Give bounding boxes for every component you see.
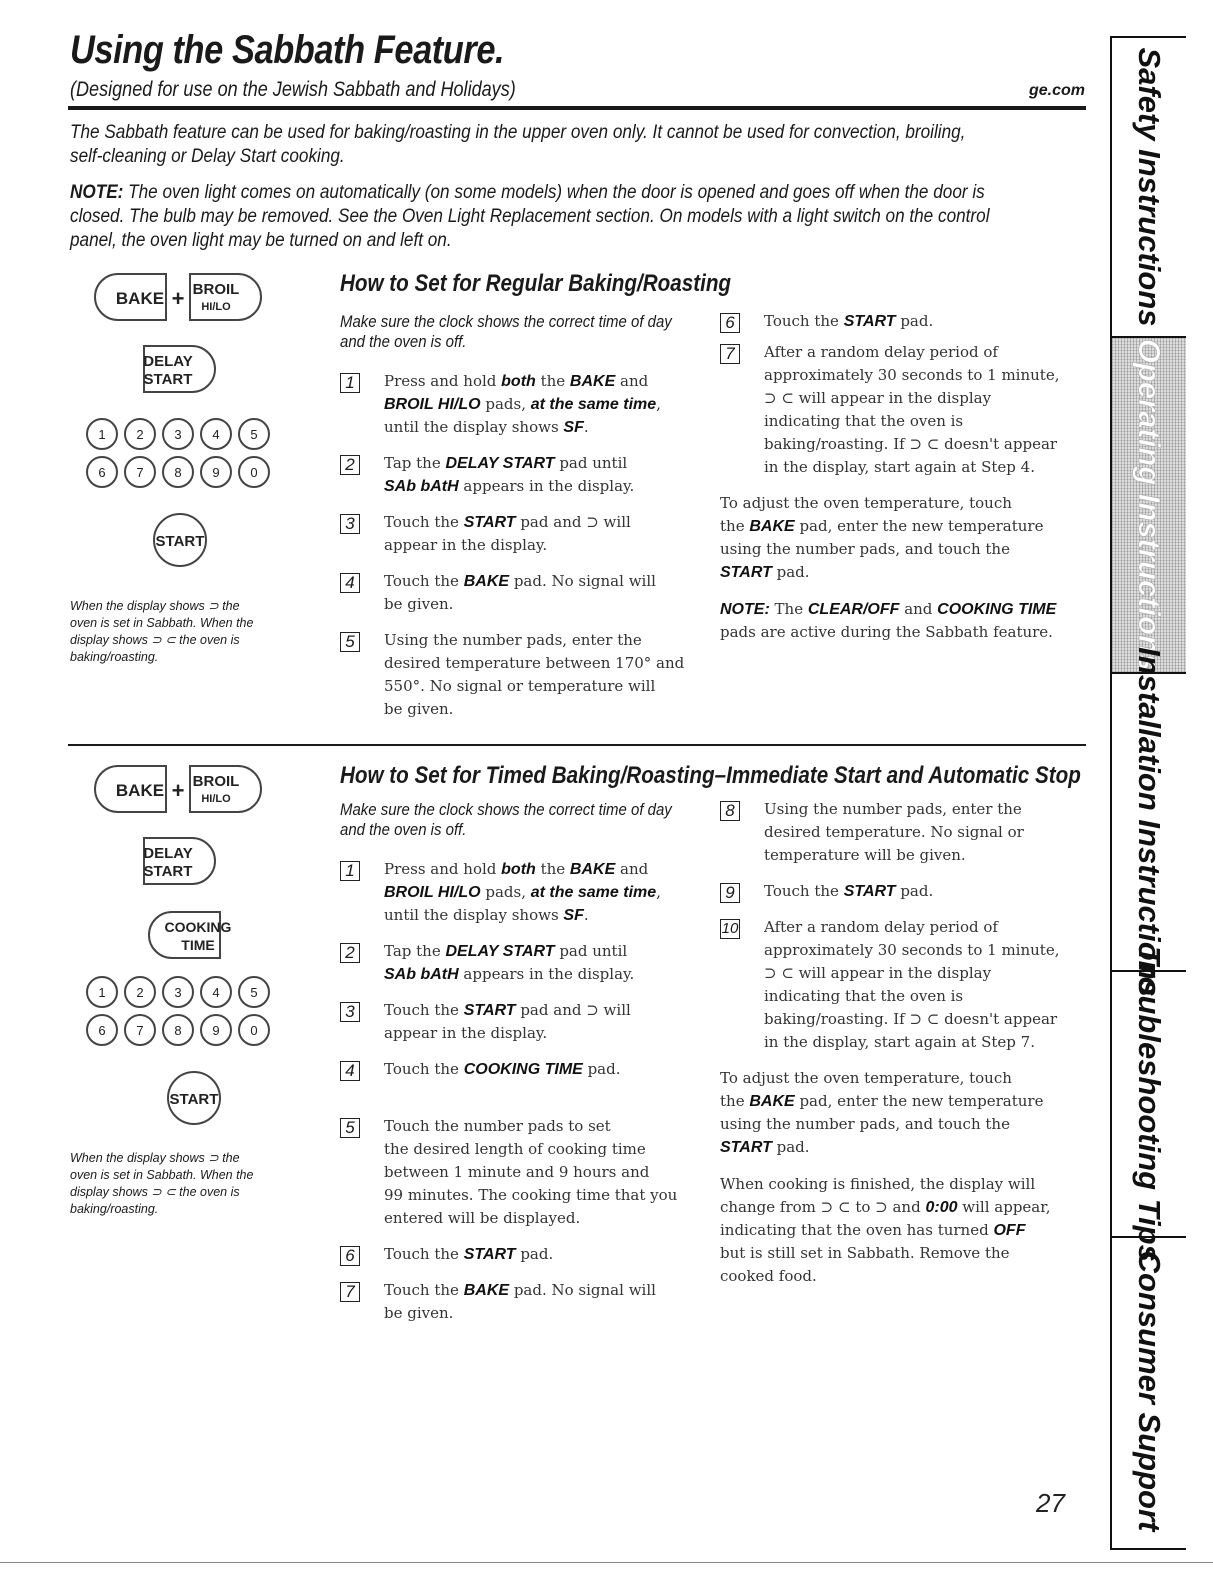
svg-text:3: 3 (174, 985, 182, 1000)
svg-text:1: 1 (98, 427, 106, 442)
adjust-temperature-paragraph: To adjust the oven temperature, touch the BAKE pad, enter the new temperature using the number pads, and touch the START pad. (720, 494, 1044, 581)
broil-pad: BROIL (192, 281, 240, 298)
page-subtitle: (Designed for use on the Jewish Sabbath and Holidays) (70, 78, 516, 101)
bottom-rule (0, 1562, 1213, 1563)
svg-text:9: 9 (212, 465, 220, 480)
tab-installation-instructions[interactable]: Installation Instructions (1112, 674, 1186, 972)
step-2: 2 Tap the DELAY START pad until SAb bAtH appears in the display. (340, 452, 710, 498)
delay-start-label: START (143, 863, 193, 880)
svg-text:4: 4 (212, 427, 220, 442)
svg-text:8: 8 (174, 465, 182, 480)
svg-text:7: 7 (136, 1023, 144, 1038)
svg-text:0: 0 (250, 1023, 258, 1038)
step-8: 8 Using the number pads, enter the desired temperature. No signal or temperature will be given. (720, 798, 1090, 867)
svg-text:5: 5 (250, 985, 258, 1000)
cooking-time-label: TIME (181, 937, 215, 953)
step-10: 10 After a random delay period of approximately 30 seconds to 1 minute, ⊃ ⊂ will appear in the display indicating that the oven is baking/roasting. If ⊃ ⊂ doesn't appear in the display, start again at Step 7. (721, 918, 1060, 1051)
hilo-label: HI/LO (201, 793, 231, 805)
control-pad-illustration-regular (62, 268, 308, 588)
step-1: 1 Press and hold both the BAKE and BROIL HI/LO pads, at the same time, until the display shows SF. (340, 858, 710, 927)
step-7: 7 Touch the BAKE pad. No signal will be given. (340, 1279, 710, 1325)
step-5: 5 Using the number pads, enter the desired temperature between 170° and 550°. No signal or temperature will be given. (340, 629, 710, 721)
step-7: 7 After a random delay period of approximately 30 seconds to 1 minute, ⊃ ⊂ will appear in the display indicating that the oven is baking/roasting. If ⊃ ⊂ doesn't appear in the display, start again at Step 4. (720, 341, 1090, 479)
start-pad: START (155, 533, 205, 550)
tab-safety-instructions[interactable]: Safety Instructions (1112, 38, 1186, 338)
page-title: Using the Sabbath Feature. (70, 28, 505, 72)
step-2: 2 Tap the DELAY START pad until SAb bAtH appears in the display. (340, 940, 710, 986)
intro-note: NOTE: The oven light comes on automatically (on some models) when the door is opened and goes off when the door is closed. The bulb may be removed. See the Oven Light Replacement section. On models with a light switch on the control panel, the oven light may be turned on and left on. (70, 181, 990, 251)
control-pad-illustration-timed (62, 760, 308, 1140)
section2-left-column (340, 800, 710, 1338)
section2-right-column (720, 798, 1090, 1302)
svg-text:8: 8 (174, 1023, 182, 1038)
section-divider (68, 744, 1086, 746)
tab-troubleshooting-tips[interactable]: Troubleshooting Tips (1112, 972, 1186, 1238)
cooking-finished-paragraph: When cooking is finished, the display will change from ⊃ ⊂ to ⊃ and 0:00 will appear, indicating that the oven has turned OFF but is still set in Sabbath. Remove the cooked food. (720, 1175, 1051, 1285)
svg-text:7: 7 (136, 465, 144, 480)
delay-start-label: START (143, 371, 193, 388)
tab-operating-instructions[interactable]: Operating Instructions (1112, 338, 1186, 674)
bake-pad: BAKE (115, 289, 165, 308)
tab-consumer-support[interactable]: Consumer Support (1132, 1250, 1167, 1532)
delay-pad: DELAY (143, 353, 193, 370)
broil-pad: BROIL (192, 773, 240, 790)
title-rule (68, 106, 1086, 110)
svg-text:1: 1 (98, 985, 106, 1000)
note-label: NOTE: (70, 181, 124, 203)
start-pad: START (169, 1091, 219, 1108)
page-number: 27 (1036, 1488, 1065, 1518)
section1-left-column (340, 312, 710, 734)
caption-regular: When the display shows ⊃ the oven is set in Sabbath. When the display shows ⊃ ⊂ the oven is baking/roasting. (70, 599, 254, 664)
hilo-label: HI/LO (201, 301, 231, 313)
section2-lead: Make sure the clock shows the correct time of day and the oven is off. (340, 800, 672, 839)
cooking-time-pad: COOKING (164, 919, 232, 935)
site-url: ge.com (1028, 82, 1085, 99)
svg-text:5: 5 (250, 427, 258, 442)
svg-text:0: 0 (250, 465, 258, 480)
svg-text:2: 2 (136, 427, 144, 442)
step-6: 6 Touch the START pad. (340, 1243, 710, 1266)
adjust-temperature-paragraph: To adjust the oven temperature, touch the BAKE pad, enter the new temperature using the number pads, and touch the START pad. (720, 1069, 1044, 1156)
section-heading-timed: How to Set for Timed Baking/Roasting–Immediate Start and Automatic Stop (340, 762, 1081, 789)
svg-text:2: 2 (136, 985, 144, 1000)
step-4: 4 Touch the COOKING TIME pad. (340, 1058, 710, 1081)
step-1: 1 Press and hold both the BAKE and BROIL HI/LO pads, at the same time, until the display shows SF. (340, 370, 710, 439)
delay-pad: DELAY (143, 845, 193, 862)
plus-sign: + (171, 778, 185, 803)
step-3: 3 Touch the START pad and ⊃ will appear in the display. (340, 511, 710, 557)
intro-paragraph: The Sabbath feature can be used for baking/roasting in the upper oven only. It cannot be used for convection, broiling, self-cleaning or Delay Start cooking. (70, 121, 966, 167)
step-4: 4 Touch the BAKE pad. No signal will be given. (340, 570, 710, 616)
plus-sign: + (171, 286, 185, 311)
note-paragraph: NOTE: The CLEAR/OFF and COOKING TIME pads are active during the Sabbath feature. (720, 600, 1057, 641)
caption-timed: When the display shows ⊃ the oven is set in Sabbath. When the display shows ⊃ ⊂ the oven is baking/roasting. (70, 1151, 254, 1216)
svg-text:4: 4 (212, 985, 220, 1000)
step-6: 6 Touch the START pad. (720, 310, 1090, 333)
svg-text:6: 6 (98, 1023, 106, 1038)
section1-right-column (720, 310, 1090, 658)
svg-text:3: 3 (174, 427, 182, 442)
section1-lead: Make sure the clock shows the correct time of day and the oven is off. (340, 312, 672, 351)
section-tabs (1110, 36, 1186, 1550)
svg-text:6: 6 (98, 465, 106, 480)
step-3: 3 Touch the START pad and ⊃ will appear in the display. (340, 999, 710, 1045)
svg-text:9: 9 (212, 1023, 220, 1038)
bake-pad: BAKE (115, 781, 165, 800)
step-5: 5 Touch the number pads to set the desired length of cooking time between 1 minute and 9 hours and 99 minutes. The cooking time that you entered will be displayed. (340, 1115, 710, 1230)
section-heading-regular: How to Set for Regular Baking/Roasting (340, 270, 732, 297)
step-9: 9 Touch the START pad. (720, 880, 1090, 903)
